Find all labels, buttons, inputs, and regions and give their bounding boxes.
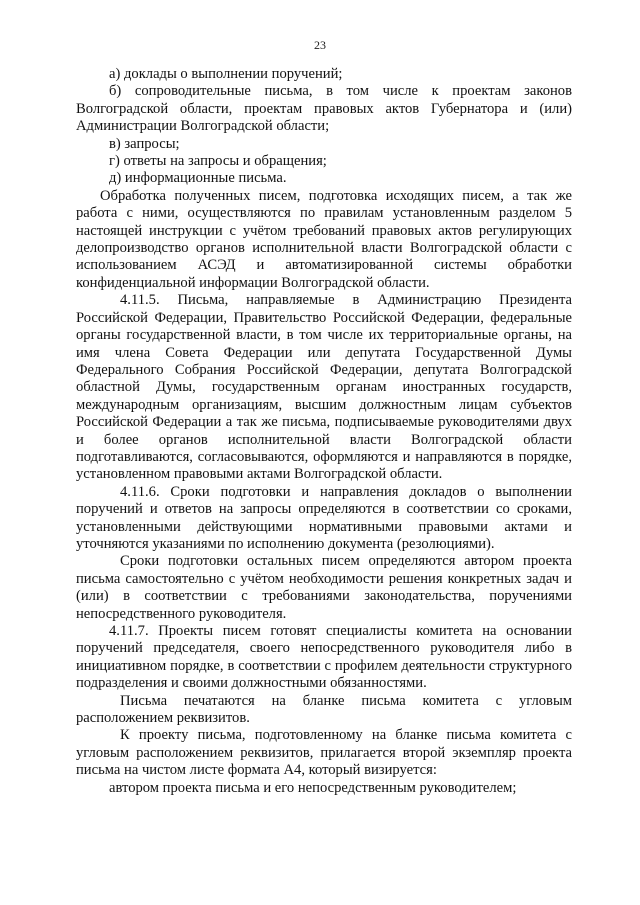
paragraph-letterhead: Письма печатаются на бланке письма комитета с угловым расположением реквизитов. [76, 692, 572, 727]
list-item-v: в) запросы; [109, 135, 180, 152]
paragraph-deadlines: Сроки подготовки остальных писем определяются автором проекта письма самостоятельно с учётом необходимости решения конкретных задач и (или) в соответствии с требованиями законодательства, поручениями непосредственного руководителя. [76, 553, 572, 622]
paragraph-processing: Обработка полученных писем, подготовка исходящих писем, а так же работа с ними, осуществляются по правилам установленным разделом 5 настоящей инструкции с учётом требований правовых актов регулирующих делопроизводство органов исполнительной власти Волгоградской области с использованием АСЭД и автоматизированной системы обработки конфиденциальной информации Волгоградской области. [76, 187, 572, 291]
list-item-d: д) информационные письма. [109, 170, 287, 187]
paragraph-4-11-6: 4.11.6. Сроки подготовки и направления докладов о выполнении поручений и ответов на запросы определяются в соответствии со сроками, установленными действующими нормативными правовыми актами и уточняются указаниями по исполнению документа (резолюциями). [76, 483, 572, 552]
paragraph-visa-author: автором проекта письма и его непосредственным руководителем; [109, 779, 517, 796]
list-item-g: г) ответы на запросы и обращения; [109, 153, 327, 170]
list-item-b: б) сопроводительные письма, в том числе к проектам законов Волгоградской области, проектам правовых актов Губернатора и (или) Администрации Волгоградской области; [76, 83, 572, 135]
document-body [76, 66, 572, 797]
paragraph-4-11-5: 4.11.5. Письма, направляемые в Администрацию Президента Российской Федерации, Правительство Российской Федерации, федеральные органы государственной власти, в том числе их территориальные органы, на имя члена Совета Федерации или депутата Государственной Думы Федерального Собрания Российской Федерации, депутата Волгоградской областной Думы, государственным органам иностранных государств, международным организациям, высшим должностным лицам субъектов Российской Федерации а так же письма, подписываемые руководителями двух и более органов исполнительной власти Волгоградской области подготавливаются, согласовываются, оформляются и направляются в порядке, установленном правовыми актами Волгоградской области. [76, 292, 572, 483]
list-item-a: а) доклады о выполнении поручений; [109, 66, 343, 82]
paragraph-4-11-7: 4.11.7. Проекты писем готовят специалисты комитета на основании поручений председателя, своего непосредственного руководителя либо в инициативном порядке, в соответствии с профилем деятельности структурного подразделения и своими должностными обязанностями. [76, 623, 572, 692]
page-number: 23 [314, 38, 326, 52]
paragraph-second-copy: К проекту письма, подготовленному на бланке письма комитета с угловым расположением реквизитов, прилагается второй экземпляр проекта письма на чистом листе формата А4, который визируется: [76, 727, 572, 779]
